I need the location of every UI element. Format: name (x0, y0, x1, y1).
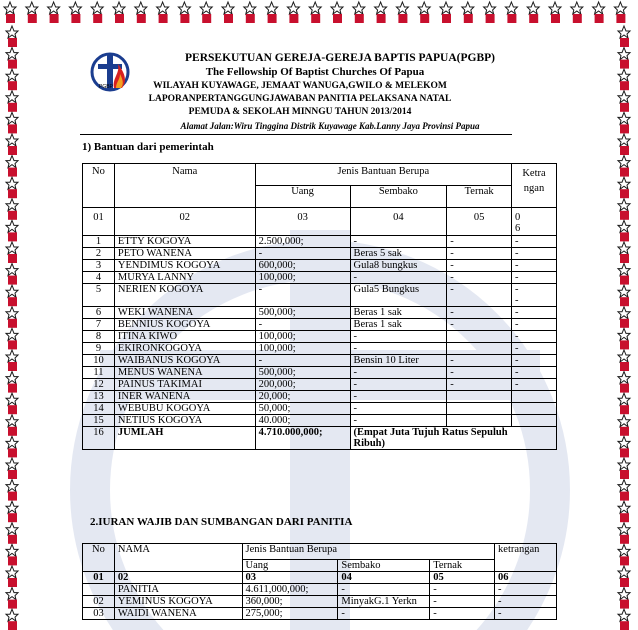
border-ornament (440, 2, 452, 23)
table-cell: 02 (83, 596, 115, 608)
border-ornament (618, 609, 630, 630)
border-ornament (6, 242, 18, 263)
border-ornament (6, 393, 18, 414)
table-cell: - (512, 319, 557, 331)
keterangan-part1: Ketra (522, 168, 546, 179)
table-cell: 10 (83, 355, 115, 367)
index-cell: 05 (447, 208, 512, 236)
border-ornament (618, 480, 630, 501)
table-cell: BENNIUS KOGOYA (114, 319, 255, 331)
table-cell: - (512, 248, 557, 260)
table-cell: - (430, 596, 495, 608)
table-row (83, 343, 557, 355)
border-ornament (178, 2, 190, 23)
border-ornament (48, 2, 60, 23)
index-cell: 01 (83, 572, 115, 584)
border-ornament (6, 307, 18, 328)
table-cell: 360,000; (242, 596, 338, 608)
border-ornament (200, 2, 212, 23)
border-ornament (484, 2, 496, 23)
table-cell: 2 (83, 248, 115, 260)
table-cell: 4 (83, 272, 115, 284)
col-jenis: Jenis Bantuan Berupa (242, 544, 495, 560)
cell-line: - (515, 295, 519, 306)
col-nama: Nama (114, 164, 255, 208)
table-cell: 15 (83, 415, 115, 427)
border-ornament (618, 523, 630, 544)
table-row (83, 584, 557, 596)
table-cell: WAIDI WANENA (114, 608, 242, 620)
table-cell: PANITIA (114, 584, 242, 596)
border-ornament (396, 2, 408, 23)
border-ornament (6, 458, 18, 479)
table-row (83, 608, 557, 620)
border-ornament (6, 264, 18, 285)
border-ornament (26, 2, 38, 23)
index-cell: 04 (338, 572, 430, 584)
border-ornament (6, 609, 18, 630)
index-cell: 02 (114, 572, 242, 584)
border-ornament (157, 2, 169, 23)
border-ornament (618, 69, 630, 90)
border-ornament (618, 264, 630, 285)
border-ornament (113, 2, 125, 23)
index-row (83, 572, 557, 584)
table-cell (512, 284, 557, 307)
table-cell: MURYA LANNY (114, 272, 255, 284)
table-row (83, 355, 557, 367)
table-cell: 14 (83, 403, 115, 415)
border-ornament (618, 350, 630, 371)
border-ornament (618, 328, 630, 349)
table-cell (512, 391, 557, 403)
table-cell: - (512, 367, 557, 379)
index-cell: 04 (350, 208, 447, 236)
border-ornament (618, 26, 630, 47)
border-ornament (618, 436, 630, 457)
table-cell: ITINA KIWO (114, 331, 255, 343)
table-cell: 3 (83, 260, 115, 272)
border-ornament (6, 588, 18, 609)
table-cell: 50,000; (255, 403, 350, 415)
decorative-border-top (0, 0, 638, 26)
table-cell (512, 403, 557, 415)
border-ornament (618, 544, 630, 565)
table-cell: 03 (83, 608, 115, 620)
table-row (83, 415, 557, 427)
col-ternak: Ternak (447, 186, 512, 208)
section2-title: 2.IURAN WAJIB DAN SUMBANGAN DARI PANITIA (90, 516, 353, 528)
border-ornament (618, 199, 630, 220)
table-cell: - (430, 584, 495, 596)
section1-title: 1) Bantuan dari pemerintah (82, 141, 214, 153)
table-cell: - (512, 379, 557, 391)
border-ornament (618, 372, 630, 393)
table-row (83, 248, 557, 260)
border-ornament (375, 2, 387, 23)
border-ornament (331, 2, 343, 23)
table-cell: 4.611,000,000; (242, 584, 338, 596)
border-ornament (6, 501, 18, 522)
table-cell: Beras 1 sak (350, 319, 447, 331)
table-cell: 2.500,000; (255, 236, 350, 248)
border-ornament (69, 2, 81, 23)
border-ornament (618, 134, 630, 155)
table-cell: - (495, 608, 557, 620)
table-cell: WEKI WANENA (114, 307, 255, 319)
table-row (83, 379, 557, 391)
table-cell (512, 415, 557, 427)
border-ornament (287, 2, 299, 23)
org-title: PERSEKUTUAN GEREJA-GEREJA BAPTIS PAPUA(PGBP) (185, 52, 495, 64)
border-ornament (6, 177, 18, 198)
table-row (83, 331, 557, 343)
table-cell: - (447, 379, 512, 391)
border-ornament (353, 2, 365, 23)
table-row (83, 272, 557, 284)
table-row (83, 367, 557, 379)
table-cell: - (512, 307, 557, 319)
border-ornament (618, 566, 630, 587)
border-ornament (462, 2, 474, 23)
table-cell: 5 (83, 284, 115, 307)
table-cell: - (512, 272, 557, 284)
col-keterangan (512, 164, 557, 208)
table-cell: YENDIMUS KOGOYA (114, 260, 255, 272)
table-cell: - (447, 272, 512, 284)
table-header-row (83, 544, 557, 560)
table-cell: - (338, 584, 430, 596)
border-ornament (618, 112, 630, 133)
index-cell (512, 208, 557, 236)
table-cell: MinyakG.1 Yerkn (338, 596, 430, 608)
border-ornament (618, 458, 630, 479)
table-cell: - (512, 331, 557, 343)
table-cell: 12 (83, 379, 115, 391)
table-cell: PAINUS TAKIMAI (114, 379, 255, 391)
table-cell: - (255, 355, 350, 367)
table-cell: 500,000; (255, 367, 350, 379)
table-cell: - (447, 307, 512, 319)
border-ornament (6, 436, 18, 457)
border-ornament (418, 2, 430, 23)
table-cell: 500,000; (255, 307, 350, 319)
border-ornament (618, 156, 630, 177)
table-cell: - (447, 319, 512, 331)
index-cell: 06 (495, 572, 557, 584)
table-cell: ETTY KOGOYA (114, 236, 255, 248)
table-cell: - (512, 343, 557, 355)
table-cell: 8 (83, 331, 115, 343)
border-ornament (6, 156, 18, 177)
table-cell: - (512, 355, 557, 367)
border-ornament (618, 91, 630, 112)
border-ornament (6, 199, 18, 220)
report-year: PEMUDA & SEKOLAH MINNGU TAHUN 2013/2014 (188, 107, 412, 117)
index-row (83, 208, 557, 236)
total-words (350, 427, 557, 450)
table-cell: INER WANENA (114, 391, 255, 403)
index-cell: 03 (255, 208, 350, 236)
table-cell: - (350, 236, 447, 248)
table-cell: 7 (83, 319, 115, 331)
table-cell: - (447, 355, 512, 367)
border-ornament (91, 2, 103, 23)
table-cell: - (495, 584, 557, 596)
table-cell: Gula5 Bungkus (350, 284, 447, 307)
col-sembako: Sembako (338, 560, 430, 572)
border-ornament (618, 501, 630, 522)
table-cell: - (430, 608, 495, 620)
table-cell: - (512, 236, 557, 248)
border-ornament (6, 523, 18, 544)
border-ornament (309, 2, 321, 23)
table-row (83, 307, 557, 319)
table-cell (447, 415, 512, 427)
total-words-line1: (Empat Juta Tujuh Ratus Sepuluh (353, 427, 508, 438)
keterangan-part2: ngan (523, 183, 545, 194)
table-cell: 275,000; (242, 608, 338, 620)
table-cell: - (447, 260, 512, 272)
table-cell: Bensin 10 Liter (350, 355, 447, 367)
table-cell: 13 (83, 391, 115, 403)
table-cell: - (447, 367, 512, 379)
table-cell: MENUS WANENA (114, 367, 255, 379)
col-no: No (83, 164, 115, 208)
header-divider (80, 134, 512, 135)
border-ornament (618, 177, 630, 198)
border-ornament (618, 307, 630, 328)
index-part: 0 (515, 212, 521, 223)
table-row (83, 391, 557, 403)
table-cell: 40.000; (255, 415, 350, 427)
total-amount: 4.710.000,000; (255, 427, 350, 450)
index-part: 6 (515, 223, 521, 234)
table-row (83, 236, 557, 248)
col-nama: NAMA (114, 544, 242, 572)
border-ornament (618, 48, 630, 69)
table-cell: - (350, 343, 447, 355)
table-cell: - (338, 608, 430, 620)
border-ornament (6, 48, 18, 69)
table-cell (447, 343, 512, 355)
table-header-row (83, 164, 557, 186)
table-cell: - (255, 319, 350, 331)
col-uang: Uang (255, 186, 350, 208)
border-ornament (135, 2, 147, 23)
index-cell: 02 (114, 208, 255, 236)
border-ornament (6, 112, 18, 133)
border-ornament (6, 328, 18, 349)
table-cell: 20,000; (255, 391, 350, 403)
table-cell (447, 403, 512, 415)
table-cell (447, 331, 512, 343)
border-ornament (244, 2, 256, 23)
border-ornament (6, 69, 18, 90)
index-cell: 03 (242, 572, 338, 584)
table-row (83, 319, 557, 331)
table-cell: NETIUS KOGOYA (114, 415, 255, 427)
table-row (83, 260, 557, 272)
table-cell: YEMINUS KOGOYA (114, 596, 242, 608)
table-cell: 600,000; (255, 260, 350, 272)
decorative-border-right (612, 0, 638, 630)
total-label: JUMLAH (114, 427, 255, 450)
border-ornament (266, 2, 278, 23)
svg-text:PGBP: PGBP (99, 84, 113, 90)
border-ornament (6, 220, 18, 241)
table-cell: - (350, 272, 447, 284)
table-row (83, 284, 557, 307)
table-cell: WAIBANUS KOGOYA (114, 355, 255, 367)
border-ornament (6, 134, 18, 155)
table-cell: Beras 1 sak (350, 307, 447, 319)
table-cell: 11 (83, 367, 115, 379)
region-line: WILAYAH KUYAWAGE, JEMAAT WANUGA,GWILO & MELEKOM (153, 81, 447, 91)
table-cell: NERIEN KOGOYA (114, 284, 255, 307)
report-title: LAPORANPERTANGGUNGJAWABAN PANITIA PELAKSANA NATAL (148, 94, 452, 104)
col-sembako: Sembako (350, 186, 447, 208)
table-cell: - (447, 284, 512, 307)
col-no: No (83, 544, 115, 572)
table-cell: - (255, 248, 350, 260)
table-cell (83, 584, 115, 596)
table-cell: - (447, 248, 512, 260)
total-no: 16 (83, 427, 115, 450)
col-keterangan: ketrangan (495, 544, 557, 572)
total-row (83, 427, 557, 450)
table-cell (447, 391, 512, 403)
table-cell: - (447, 236, 512, 248)
border-ornament (6, 415, 18, 436)
col-uang: Uang (242, 560, 338, 572)
table-cell: - (512, 260, 557, 272)
table-cell: - (350, 331, 447, 343)
table-row (83, 596, 557, 608)
table-cell: 9 (83, 343, 115, 355)
address-line: Alamat Jalan:Wiru Tinggina Distrik Kuyawage Kab.Lanny Jaya Provinsi Papua (180, 121, 480, 131)
table-cell: - (350, 415, 447, 427)
index-cell: 05 (430, 572, 495, 584)
border-ornament (593, 2, 605, 23)
border-ornament (618, 220, 630, 241)
border-ornament (6, 91, 18, 112)
index-cell: 01 (83, 208, 115, 236)
table-cell: 200,000; (255, 379, 350, 391)
table-cell: 100,000; (255, 272, 350, 284)
table-cell: Beras 5 sak (350, 248, 447, 260)
border-ornament (549, 2, 561, 23)
border-ornament (618, 415, 630, 436)
border-ornament (6, 372, 18, 393)
table-cell: - (350, 367, 447, 379)
cell-line: - (515, 284, 519, 295)
border-ornament (6, 566, 18, 587)
border-ornament (527, 2, 539, 23)
border-ornament (6, 26, 18, 47)
border-ornament (618, 588, 630, 609)
border-ornament (618, 242, 630, 263)
col-ternak: Ternak (430, 560, 495, 572)
col-jenis: Jenis Bantuan Berupa (255, 164, 511, 186)
table-cell: 6 (83, 307, 115, 319)
border-ornament (6, 350, 18, 371)
table-cell: PETO WANENA (114, 248, 255, 260)
table-cell: - (350, 403, 447, 415)
total-words-line2: Ribuh) (353, 438, 386, 449)
border-ornament (618, 285, 630, 306)
table-cell: - (350, 391, 447, 403)
table-cell: Gula8 bungkus (350, 260, 447, 272)
border-ornament (6, 285, 18, 306)
table-cell: 100,000; (255, 331, 350, 343)
table-cell: EKIRONKOGOYA (114, 343, 255, 355)
government-aid-table (82, 163, 557, 450)
committee-dues-table (82, 543, 557, 620)
border-ornament (618, 393, 630, 414)
border-ornament (6, 544, 18, 565)
border-ornament (222, 2, 234, 23)
decorative-border-left (0, 0, 26, 630)
table-cell: - (255, 284, 350, 307)
table-cell: - (350, 379, 447, 391)
table-cell: WEBUBU KOGOYA (114, 403, 255, 415)
border-ornament (6, 480, 18, 501)
table-row (83, 403, 557, 415)
table-cell: 1 (83, 236, 115, 248)
org-subtitle: The Fellowship Of Baptist Churches Of Papua (205, 66, 425, 78)
table-cell: - (495, 596, 557, 608)
border-ornament (505, 2, 517, 23)
border-ornament (571, 2, 583, 23)
table-cell: 100,000; (255, 343, 350, 355)
